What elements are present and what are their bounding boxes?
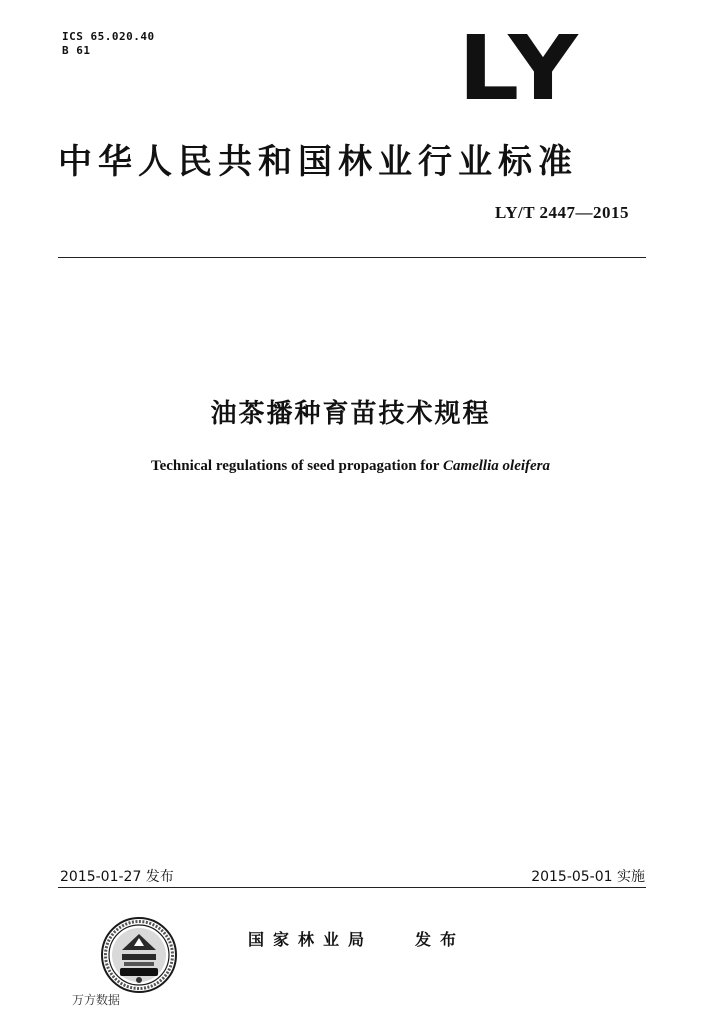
bottom-divider [58, 887, 646, 888]
standard-code: LY/T 2447—2015 [494, 203, 629, 222]
document-title-cn: 油茶播种育苗技术规程 [210, 399, 491, 429]
issue-date: 2015-01-27 发布 [60, 869, 174, 885]
implementation-date: 2015-05-01 实施 [531, 869, 645, 885]
document-title-en [0, 458, 701, 475]
issuer-name: 国家林业局 [248, 930, 374, 949]
title-en-text: Technical regulations of seed propagation for [150, 458, 443, 474]
issuer-verb: 发布 [415, 930, 466, 949]
watermark: 万方数据 [72, 993, 121, 1007]
top-divider [58, 257, 646, 258]
title-en-species: Camellia oleifera [442, 458, 551, 474]
ly-logo: LY [458, 16, 582, 121]
classification-code: B 61 [62, 44, 91, 57]
standard-title: 中华人民共和国林业行业标准 [58, 142, 578, 182]
state-forestry-seal-icon [100, 916, 178, 994]
ics-code: ICS 65.020.40 [62, 30, 155, 43]
